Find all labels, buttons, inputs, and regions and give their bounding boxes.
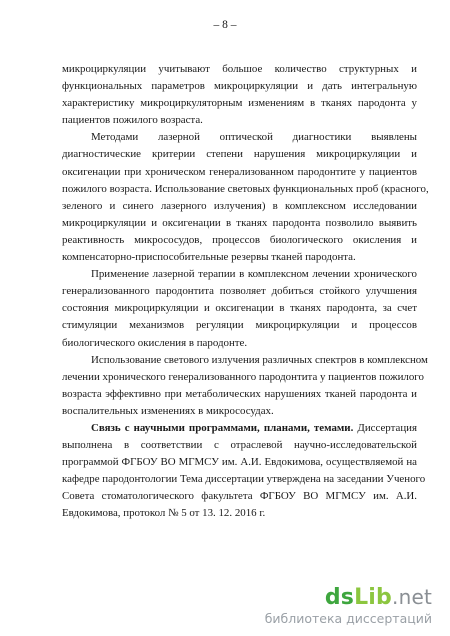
text-line: микроциркуляции учитывают большое количество структурных и xyxy=(62,63,417,75)
text-line: состояния микроциркуляции и оксигенации в тканях пародонта, за счет xyxy=(62,302,417,315)
text-line: Применение лазерной терапии в комплексном лечении хронического xyxy=(91,268,417,281)
text-line: программой ФГБОУ ВО МГМСУ им. А.И. Евдокимова, осуществляемой на xyxy=(62,456,417,469)
text-line: диагностические критерии степени нарушения микроциркуляции и xyxy=(62,148,417,161)
text-run: Диссертация xyxy=(357,421,417,434)
text-line: кафедре пародонтологии Тема диссертации утверждена на заседании Ученого xyxy=(62,473,426,486)
text-line: стимуляции механизмов регуляции микроциркуляции и процессов xyxy=(62,319,417,332)
text-line: возраста эффективно при метаболических нарушениях тканей пародонта и xyxy=(62,387,417,400)
watermark-caption: библиотека диссертаций xyxy=(264,611,432,626)
logo-lib: Lib xyxy=(354,585,393,610)
section-heading: Связь с научными программами, планами, темами. xyxy=(91,421,354,434)
paragraph xyxy=(62,352,428,420)
text-line: реактивность микрососудов, процессов биологического окисления и xyxy=(62,233,417,246)
dslib-logo xyxy=(325,585,432,610)
text-line: функциональных параметров микроциркуляции и дать интегральную xyxy=(62,80,417,93)
page-number: – 8 – xyxy=(213,19,237,31)
paragraph xyxy=(62,61,417,129)
text-line: оксигенации при хроническом генерализованном пародонтите у пациентов xyxy=(62,165,417,178)
paragraph xyxy=(62,129,429,266)
text-line: Использование светового излучения различных спектров в комплексном xyxy=(91,353,428,366)
paragraph xyxy=(62,420,426,523)
text-line: компенсаторно-приспособительные резервы тканей пародонта. xyxy=(62,251,356,264)
text-line: биологического окисления в пародонте. xyxy=(62,336,248,349)
text-line: выполнена в соответствии с отраслевой научно-исследовательской xyxy=(62,439,417,452)
text-line: Методами лазерной оптической диагностики выявлены xyxy=(91,131,417,144)
document-body xyxy=(62,61,429,523)
paragraph xyxy=(62,266,417,351)
text-line: генерализованного пародонтита позволяет добиться стойкого улучшения xyxy=(62,285,417,298)
logo-net: .net xyxy=(392,585,432,609)
text-line: лечении хронического генерализованного пародонтита у пациентов пожилого xyxy=(62,370,424,383)
text-line: зеленого и синего лазерного излучения) в комплексном исследовании xyxy=(62,199,417,212)
text-line: микроциркуляции и оксигенации в тканях пародонта позволило выявить xyxy=(62,216,417,229)
text-line xyxy=(62,420,417,437)
logo-ds: ds xyxy=(324,585,355,610)
text-line: Совета стоматологического факультета ФГБОУ ВО МГМСУ им. А.И. xyxy=(62,490,417,503)
text-line: Евдокимова, протокол № 5 от 13. 12. 2016 г. xyxy=(62,507,266,520)
text-line: воспалительных изменениях в микрососудах. xyxy=(62,404,274,417)
text-line: характеристику микроциркуляторным изменениям в тканях пародонта у xyxy=(62,97,417,110)
text-line: пациентов пожилого возраста. xyxy=(62,114,203,127)
text-line: пожилого возраста. Использование световых функциональных проб (красного, xyxy=(62,182,429,195)
